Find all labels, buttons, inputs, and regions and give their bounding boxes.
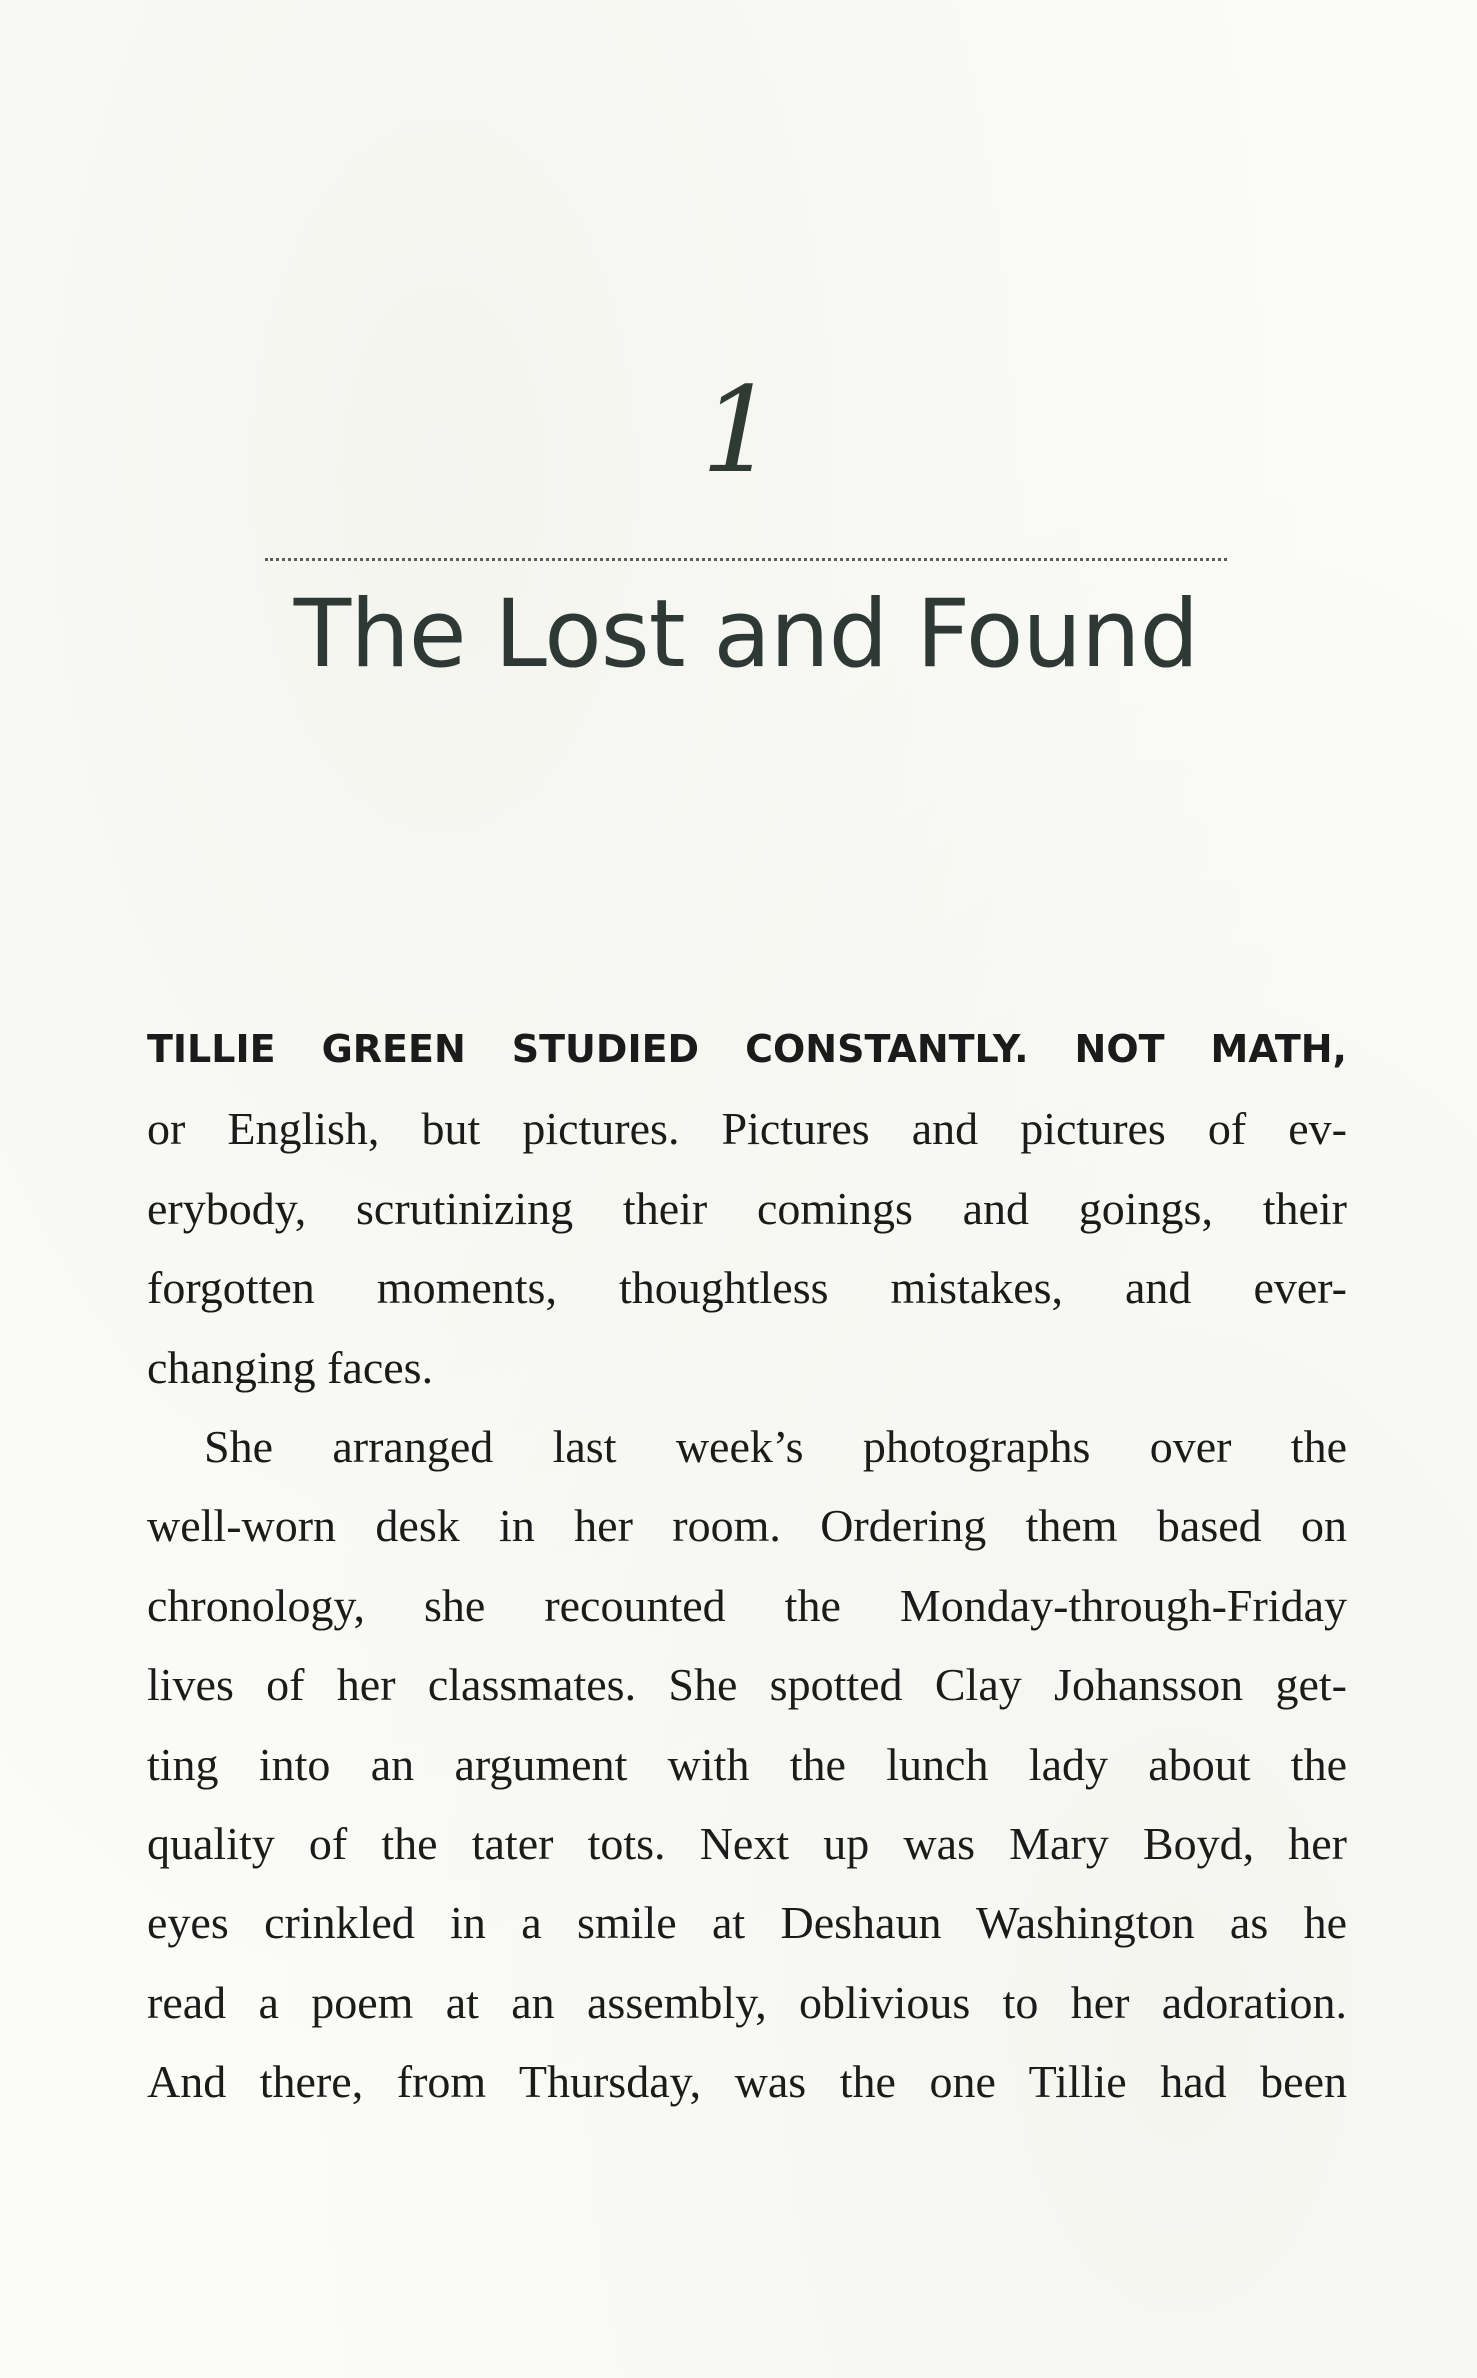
lead-in-text: TILLIE GREEN STUDIED CONSTANTLY. NOT MATH,: [147, 1027, 1347, 1071]
body-line: or English, but pictures. Pictures and pictures of ev-: [147, 1103, 1347, 1155]
chapter-number: 1: [700, 361, 777, 499]
body-line: ting into an argument with the lunch lady about the: [147, 1738, 1347, 1790]
body-line: [147, 1010, 1347, 1089]
body-line: And there, from Thursday, was the one Tillie had been: [147, 2056, 1347, 2108]
body-line: read a poem at an assembly, oblivious to her adoration.: [147, 1976, 1347, 2028]
body-line: forgotten moments, thoughtless mistakes, and ever-: [147, 1262, 1347, 1314]
chapter-divider: [265, 558, 1227, 561]
body-line: erybody, scrutinizing their comings and goings, their: [147, 1182, 1347, 1234]
body-text: [147, 1010, 1347, 2121]
body-line: changing faces.: [147, 1341, 434, 1393]
body-line: chronology, she recounted the Monday-through-Friday: [147, 1579, 1347, 1631]
body-line: lives of her classmates. She spotted Clay Johansson get-: [147, 1659, 1347, 1711]
body-line: well-worn desk in her room. Ordering them based on: [147, 1500, 1347, 1552]
chapter-title: The Lost and Found: [293, 580, 1199, 689]
body-line: She arranged last week’s photographs over the: [204, 1420, 1347, 1472]
body-line: quality of the tater tots. Next up was Mary Boyd, her: [147, 1817, 1347, 1869]
body-line: eyes crinkled in a smile at Deshaun Washington as he: [147, 1897, 1347, 1949]
